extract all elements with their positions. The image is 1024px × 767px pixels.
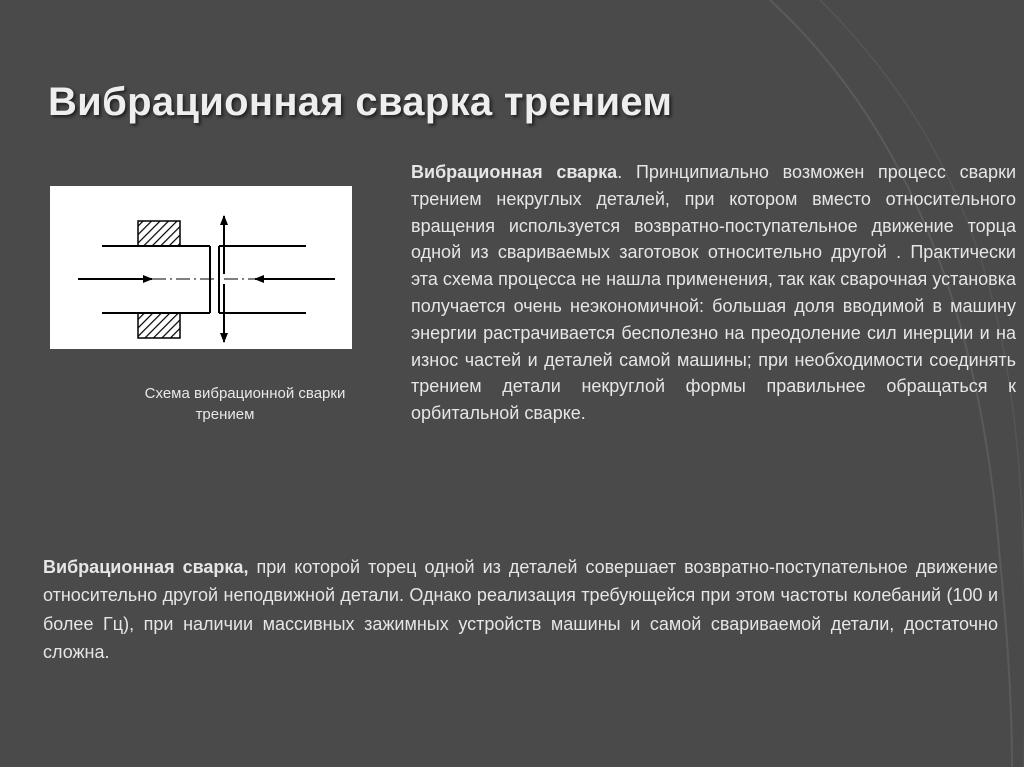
description-bold-term: Вибрационная сварка — [411, 162, 618, 182]
summary-bold-term: Вибрационная сварка, — [43, 557, 249, 577]
diagram-drawing — [50, 186, 352, 349]
slide-title: Вибрационная сварка трением — [48, 80, 673, 124]
summary-paragraph — [43, 553, 998, 667]
lower-clamp — [138, 313, 180, 338]
description-body: . Принципиально возможен процесс сварки трением некруглых деталей, при котором вместо относительного вращения используется возвратно-поступательное движение торца одной из свариваемых заготовок относительно другой . Практически эта схема процесса не нашла применения, так как сварочная установка получается очень неэкономичной: большая доля вводимой в машину энергии растрачивается бесполезно на преодоление сил инерции и на износ частей и деталей самой машины; при необходимости соединять трением детали некруглой формы правильнее обращаться к орбитальной сварке. — [411, 162, 1016, 424]
diagram-caption — [110, 383, 380, 425]
description-paragraph — [411, 159, 1016, 427]
upper-clamp — [138, 221, 180, 246]
caption-line-2: трением — [195, 406, 255, 423]
welding-scheme-diagram — [50, 186, 352, 349]
summary-body: при которой торец одной из деталей совершает возвратно-поступательное движение относительно другой неподвижной детали. Однако реализация требующейся при этом частоты колебаний (100 и более Гц), при наличии массивных зажимных устройств машины и самой свариваемой детали, достаточно сложна. — [43, 557, 998, 663]
caption-line-1: Схема вибрационной сварки — [144, 385, 346, 402]
